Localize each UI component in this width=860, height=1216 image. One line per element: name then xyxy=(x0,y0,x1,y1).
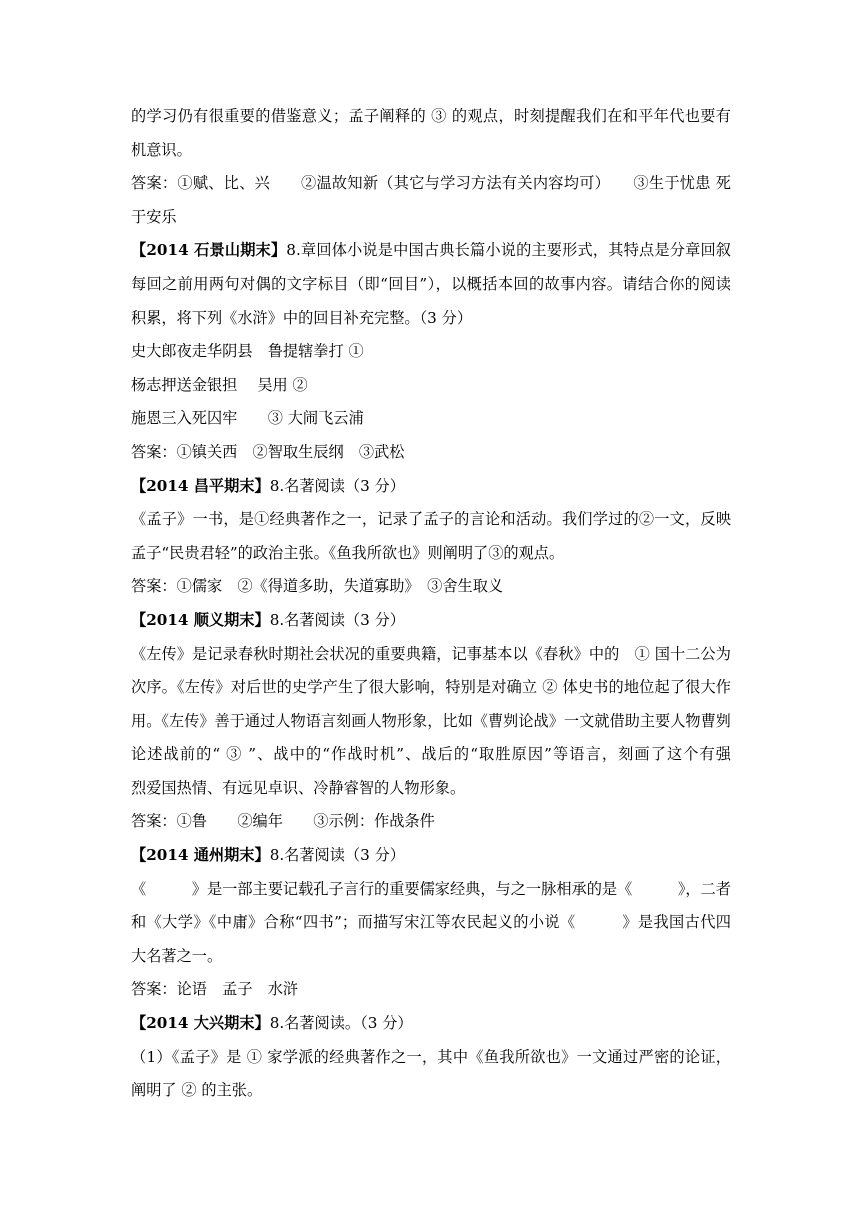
text-line: 《孟子》一书，是①经典著作之一，记录了孟子的言论和活动。我们学过的②一文，反映 xyxy=(131,510,731,529)
text-line: 大名著之一。 xyxy=(131,946,223,965)
question-source: 【2014 通州期末】 xyxy=(131,846,270,865)
answer-line: 答案：论语 孟子 水浒 xyxy=(131,980,299,999)
question-text: 8.章回体小说是中国古典长篇小说的主要形式，其特点是分章回叙 xyxy=(286,241,731,260)
document-body xyxy=(131,100,731,1108)
text-line: 机意识。 xyxy=(131,140,192,159)
text-line: 杨志押送金银担 吴用 ② xyxy=(131,375,308,394)
text-line: 积累，将下列《水浒》中的回目补充完整。（3 分） xyxy=(131,308,473,327)
answer-line: 于安乐 xyxy=(131,207,177,226)
text-line: 史大郎夜走华阴县 鲁提辖拳打 ① xyxy=(131,342,364,361)
answer-line: 答案：①儒家 ②《得道多助，失道寡助》 ③舍生取义 xyxy=(131,577,504,596)
text-line: （1）《孟子》是 ① 家学派的经典著作之一，其中《鱼我所欲也》一文通过严密的论证， xyxy=(131,1047,731,1066)
text-line: 次序。《左传》对后世的史学产生了很大影响，特别是对确立 ② 体史书的地位起了很大作 xyxy=(131,678,731,697)
question-heading xyxy=(131,604,731,638)
question-source: 【2014 石景山期末】 xyxy=(131,241,287,260)
text-line: 论述战前的“ ③ ”、战中的“作战时机”、战后的“取胜原因”等语言，刻画了这个有强 xyxy=(131,745,731,764)
text-line: 《 》是一部主要记载孔子言行的重要儒家经典，与之一脉相承的是《 》，二者 xyxy=(131,879,731,898)
question-text: 8.名著阅读（3 分） xyxy=(269,610,405,629)
question-heading xyxy=(131,839,731,873)
text-line: 烈爱国热情、有远见卓识、冷静睿智的人物形象。 xyxy=(131,778,466,797)
question-source: 【2014 顺义期末】 xyxy=(131,610,270,629)
question-source: 【2014 大兴期末】 xyxy=(131,1014,270,1033)
answer-line: 答案：①鲁 ②编年 ③示例：作战条件 xyxy=(131,812,435,831)
question-text: 8.名著阅读。（3 分） xyxy=(269,1014,413,1033)
text-line: 施恩三入死囚牢 ③ 大闹飞云浦 xyxy=(131,409,364,428)
text-line: 孟子“民贵君轻”的政治主张。《鱼我所欲也》则阐明了③的观点。 xyxy=(131,543,565,562)
question-heading xyxy=(131,234,731,268)
question-heading xyxy=(131,1007,731,1041)
text-line: 《左传》是记录春秋时期社会状况的重要典籍，记事基本以《春秋》中的 ① 国十二公为 xyxy=(131,644,731,663)
question-source: 【2014 昌平期末】 xyxy=(131,476,270,495)
text-line: 每回之前用两句对偶的文字标目（即“回目”），以概括本回的故事内容。请结合你的阅读 xyxy=(131,274,731,293)
text-line: 和《大学》《中庸》合称“四书”；而描写宋江等农民起义的小说《 》是我国古代四 xyxy=(131,913,731,932)
question-heading xyxy=(131,470,731,504)
text-line: 用。《左传》善于通过人物语言刻画人物形象，比如《曹刿论战》一文就借助主要人物曹刿 xyxy=(131,711,731,730)
answer-line: 答案：①镇关西 ②智取生辰纲 ③武松 xyxy=(131,442,405,461)
question-text: 8.名著阅读（3 分） xyxy=(269,476,405,495)
question-text: 8.名著阅读（3 分） xyxy=(269,846,405,865)
text-line: 的学习仍有很重要的借鉴意义；孟子阐释的 ③ 的观点，时刻提醒我们在和平年代也要有 xyxy=(131,107,731,125)
text-line: 阐明了 ② 的主张。 xyxy=(131,1081,263,1100)
answer-line: 答案：①赋、比、兴 ②温故知新（其它与学习方法有关内容均可） ③生于忧患 死 xyxy=(131,174,731,193)
